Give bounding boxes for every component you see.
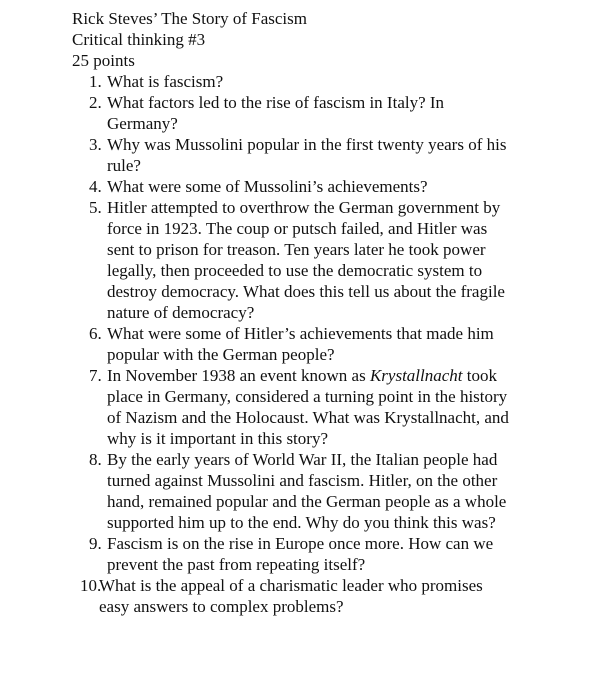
question-text [107,533,549,575]
question-number: 8. [89,450,102,469]
document-title: Rick Steves’ The Story of Fascism [72,9,307,28]
question-item-6 [89,323,549,365]
question-line: Hitler attempted to overthrow the German government by [107,198,501,217]
question-text [107,71,549,92]
question-first-line [107,365,549,386]
question-item-9 [89,533,549,575]
question-text [107,323,549,365]
question-line: What is the appeal of a charismatic leader who promises [99,576,483,595]
question-line: What is fascism? [107,72,224,91]
question-item-8 [89,449,549,533]
question-line: legally, then proceeded to use the democratic system to [107,261,483,280]
question-line: sent to prison for treason. Ten years later he took power [107,240,486,259]
question-line: rule? [107,156,141,175]
question-text [107,365,549,449]
assignment-subtitle: Critical thinking #3 [72,30,206,49]
question-text [107,134,549,176]
points-label: 25 points [72,51,135,70]
question-number: 7. [89,366,102,385]
question-line: What factors led to the rise of fascism in Italy? In [107,93,445,112]
question-item-3 [89,134,549,176]
question-item-10 [80,575,549,617]
question-number: 4. [89,177,102,196]
question-line: supported him up to the end. Why do you think this was? [107,513,496,532]
question-line: By the early years of World War II, the Italian people had [107,450,498,469]
question-item-2 [89,92,549,134]
question-line-start: In November 1938 an event known as [107,366,370,385]
question-line: What were some of Hitler’s achievements that made him [107,324,494,343]
question-line: nature of democracy? [107,303,255,322]
krystallnacht-italic-term: Krystallnacht [369,366,463,385]
question-number: 1. [89,72,102,91]
question-line: Fascism is on the rise in Europe once more. How can we [107,534,494,553]
question-number: 6. [89,324,102,343]
question-number: 9. [89,534,102,553]
question-text [99,575,549,617]
question-item-7 [89,365,549,449]
question-line: turned against Mussolini and fascism. Hitler, on the other [107,471,498,490]
question-item-4 [89,176,549,197]
question-line: Germany? [107,114,178,133]
question-number: 2. [89,93,102,112]
question-line: popular with the German people? [107,345,335,364]
question-line: why is it important in this story? [107,429,328,448]
question-line: place in Germany, considered a turning point in the history [107,387,508,406]
question-line: easy answers to complex problems? [99,597,344,616]
question-item-1 [89,71,549,92]
question-line: destroy democracy. What does this tell us about the fragile [107,282,505,301]
question-number: 10. [80,576,102,595]
question-text [107,176,549,197]
question-line: of Nazism and the Holocaust. What was Krystallnacht, and [107,408,509,427]
question-number: 5. [89,198,102,217]
question-text [107,92,549,134]
question-text [107,449,549,533]
question-line: What were some of Mussolini’s achievements? [107,177,428,196]
question-line: prevent the past from repeating itself? [107,555,366,574]
question-line-end: took [462,366,498,385]
questions-list [80,71,549,617]
question-line: force in 1923. The coup or putsch failed, and Hitler was [107,219,488,238]
document-header [72,8,592,71]
question-item-5 [89,197,549,323]
question-number: 3. [89,135,102,154]
question-text [107,197,549,323]
question-line: hand, remained popular and the German people as a whole [107,492,507,511]
question-line: Why was Mussolini popular in the first twenty years of his [107,135,507,154]
